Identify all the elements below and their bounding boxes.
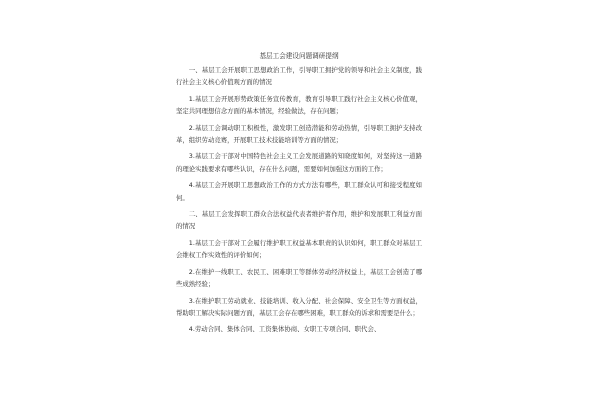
paragraph: 2.基层工会调动职工积极性，激发职工创造潜能和劳动热情，引导职工拥护支持改革，组织劳动竞赛，开展职工技术技能培训等方面的情况； bbox=[176, 123, 422, 145]
section-heading-2: 二、基层工会发挥职工群众合法权益代表者维护者作用，维护和发展职工利益方面的情况 bbox=[176, 210, 422, 231]
document-title: 基层工会建设问题调研提纲 bbox=[259, 52, 339, 60]
paragraph: 3.在维护职工劳动就业、技能培训、收入分配、社会保障、安全卫生等方面权益，帮助职工解决实际问题方面，基层工会存在哪些困难，职工群众的诉求和需要是什么； bbox=[176, 296, 422, 317]
document-body bbox=[176, 50, 422, 340]
paragraph: 4.基层工会开展职工思想政治工作的方式方法有哪些，职工群众认可和接受程度如何。 bbox=[176, 181, 422, 202]
section-heading-1: 一、基层工会开展职工思想政治工作，引导职工拥护党的领导和社会主义制度，践行社会主义核心价值观方面的情况 bbox=[176, 66, 422, 87]
paragraph: 1.基层工会开展形势政策任务宣传教育，教育引导职工践行社会主义核心价值观，坚定共同理想信念方面的基本情况，经验做法，存在问题； bbox=[176, 94, 422, 116]
paragraph: 3.基层工会干部对中国特色社会主义工会发展道路的知晓度如何，对坚持这一道路的理论实践要求有哪些认识，存在什么问题，需要如何加强这方面的工作； bbox=[176, 152, 422, 173]
paragraph: 2.在维护一线职工、农民工、困难职工等群体劳动经济权益上，基层工会创造了哪些成熟经验； bbox=[176, 267, 422, 289]
paragraph: 4.劳动合同、集体合同、工资集体协商、女职工专项合同、职代会、 bbox=[188, 325, 381, 334]
paragraph: 1.基层工会干部对工会履行维护职工权益基本职责的认识如何，职工群众对基层工会维权工作实效性的评价如何； bbox=[176, 238, 422, 260]
